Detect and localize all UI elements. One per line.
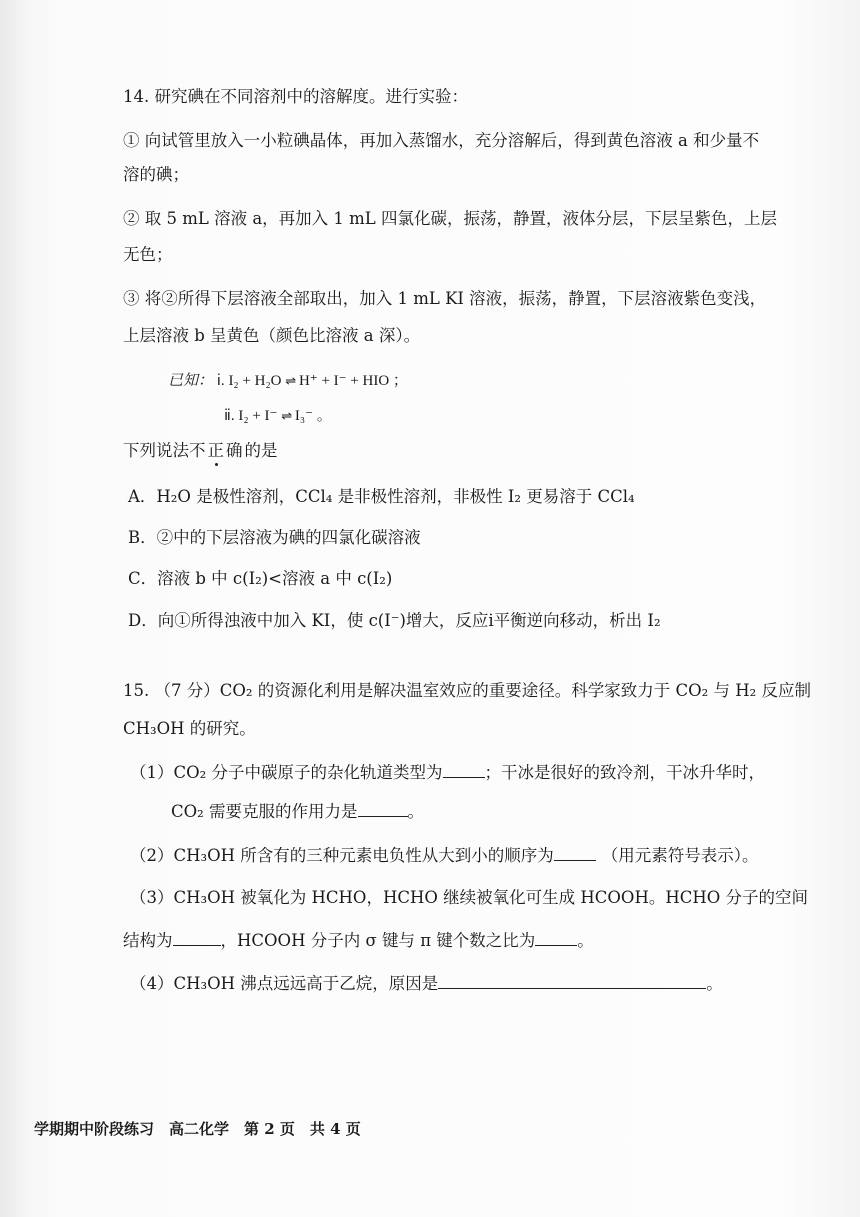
part3-text-b: ，HCOOH 分子内 σ 键与 π 键个数之比为	[220, 931, 536, 950]
part4-text-a: （4）CH₃OH 沸点远远高于乙烷，原因是	[130, 974, 439, 993]
equilibrium-arrow-icon: ⇌	[285, 373, 296, 388]
q14-step3-line1: ③ 将②所得下层溶液全部取出，加入 1 mL KI 溶液，振荡，静置，下层溶液紫色变浅，	[123, 289, 767, 308]
answer-blank-electronegativity[interactable]	[554, 845, 596, 861]
part3-text-a: 结构为	[123, 931, 173, 950]
equilibrium-arrow-icon: ⇌	[281, 408, 292, 423]
q14-option-c: C．溶液 b 中 c(I₂)<溶液 a 中 c(I₂)	[128, 569, 393, 588]
q15-part1-line1	[130, 762, 765, 784]
q14-step1-line1: ① 向试管里放入一小粒碘晶体，再加入蒸馏水，充分溶解后，得到黄色溶液 a 和少量不	[123, 131, 760, 150]
q15-part3-line1: （3）CH₃OH 被氧化为 HCHO，HCHO 继续被氧化可生成 HCOOH。HCHO 分子的空间	[130, 888, 809, 907]
answer-blank-force[interactable]	[358, 801, 408, 817]
q14-option-a: A．H₂O 是极性溶剂，CCl₄ 是非极性溶剂，非极性 I₂ 更易溶于 CCl₄	[128, 487, 635, 506]
emphasis-not-correct: 不正确	[189, 441, 245, 460]
part3-text-c: 。	[577, 931, 594, 950]
part2-text-a: （2）CH₃OH 所含有的三种元素电负性从大到小的顺序为	[130, 846, 554, 865]
q15-stem-line1: 15. （7 分）CO₂ 的资源化利用是解决温室效应的重要途径。科学家致力于 CO₂ 与 H₂ 反应制	[123, 681, 811, 700]
q14-question	[123, 440, 278, 462]
q14-step2-line1: ② 取 5 mL 溶液 a，再加入 1 mL 四氯化碳，振荡，静置，液体分层，下层呈紫色，上层	[123, 209, 777, 228]
eq1-number: ⅰ.	[216, 373, 225, 389]
q15-stem-line2: CH₃OH 的研究。	[123, 719, 256, 738]
q15-part4	[130, 973, 723, 995]
part1-text-d: 。	[407, 802, 425, 821]
eq2-products: I₃⁻ 。	[294, 408, 332, 424]
part4-text-b: 。	[706, 974, 723, 993]
answer-blank-bond-ratio[interactable]	[535, 930, 577, 946]
part2-text-b: （用元素符号表示）。	[601, 846, 759, 865]
part1-text-b: ；干冰是很好的致冷剂，干冰升华时，	[484, 763, 766, 782]
q15-part3-line2	[123, 930, 594, 952]
known-label: 已知：	[168, 373, 214, 389]
known-equation-1	[168, 370, 408, 392]
answer-blank-hybridization[interactable]	[443, 762, 485, 778]
part1-text-c: CO₂ 需要克服的作用力是	[171, 802, 358, 821]
q14-step2-line2: 无色；	[123, 245, 173, 264]
page-footer: 学期期中阶段练习 高二化学 第 2 页 共 4 页	[34, 1120, 361, 1138]
q14-option-d: D．向①所得浊液中加入 KI，使 c(I⁻)增大，反应ⅰ平衡逆向移动，析出 I₂	[128, 611, 661, 630]
eq2-number: ⅱ.	[224, 408, 235, 424]
q14-stem: 14. 研究碘在不同溶剂中的溶解度。进行实验：	[123, 87, 468, 106]
eq1-products: H⁺ + I⁻ + HIO ；	[298, 373, 408, 389]
q14-step1-line2: 溶的碘；	[123, 165, 189, 184]
known-equation-2	[224, 405, 332, 427]
eq2-reactants: I₂ + I⁻	[238, 408, 278, 424]
answer-blank-structure[interactable]	[173, 930, 221, 946]
q15-part2	[130, 845, 759, 867]
q14-step3-line2: 上层溶液 b 呈黄色（颜色比溶液 a 深）。	[123, 326, 421, 345]
q14-option-b: B．②中的下层溶液为碘的四氯化碳溶液	[128, 528, 421, 547]
answer-blank-reason[interactable]	[438, 973, 706, 989]
question-prefix: 下列说法	[123, 441, 189, 460]
eq1-reactants: I₂ + H₂O	[228, 373, 282, 389]
question-suffix: 的是	[244, 441, 278, 460]
q15-part1-line2	[171, 801, 424, 823]
part1-text-a: （1）CO₂ 分子中碳原子的杂化轨道类型为	[130, 763, 443, 782]
